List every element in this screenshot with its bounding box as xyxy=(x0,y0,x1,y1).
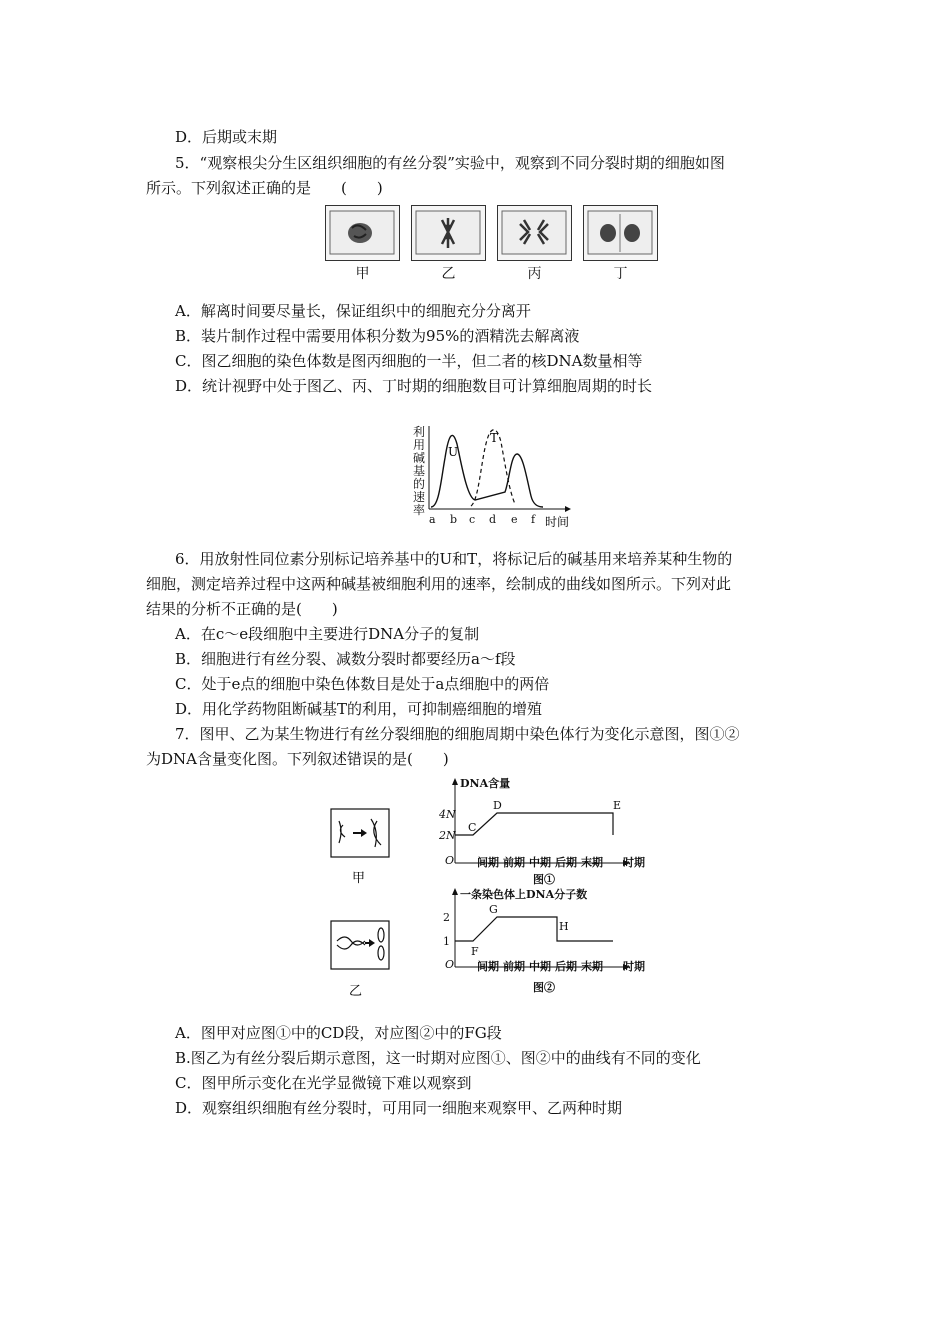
q5-option-b: B．装片制作过程中需要用体积分数为95%的酒精洗去解离液 xyxy=(175,327,580,345)
q6-stem-line3: 结果的分析不正确的是( ) xyxy=(146,600,338,618)
cell-label-yi: 乙 xyxy=(441,266,456,282)
yi-label: 乙 xyxy=(349,984,363,999)
g1-y4: 4N xyxy=(439,808,456,821)
g2-caption: 图② xyxy=(533,981,555,994)
g1-point-e: E xyxy=(613,799,622,812)
q7-option-c: C．图甲所示变化在光学显微镜下难以观察到 xyxy=(175,1074,472,1092)
xtick: b xyxy=(450,513,458,526)
g2-point-f: F xyxy=(471,945,479,958)
q5-option-c: C．图乙细胞的染色体数是图丙细胞的一半，但二者的核DNA数量相等 xyxy=(175,352,643,370)
graph-2 xyxy=(443,887,645,994)
g1-xtick: 前期 xyxy=(503,856,525,869)
xtick: f xyxy=(531,513,536,526)
g1-xtick: 中期 xyxy=(529,856,551,869)
g2-y1: 1 xyxy=(443,935,450,948)
cell-image-ding xyxy=(583,205,658,261)
ylabel-char: 碱 xyxy=(413,451,426,465)
q7-option-d: D．观察组织细胞有丝分裂时，可用同一细胞来观察甲、乙两种时期 xyxy=(175,1099,623,1117)
q4-option-d: D．后期或末期 xyxy=(175,128,278,146)
g2-y2: 2 xyxy=(443,911,450,924)
q6-option-c: C．处于e点的细胞中染色体数目是处于a点细胞中的两倍 xyxy=(175,675,550,693)
curve-t-label: T xyxy=(490,431,499,445)
g2-xtick: 末期 xyxy=(581,960,603,973)
cell-image-jia xyxy=(325,205,400,261)
q6-stem-line2: 细胞，测定培养过程中这两种碱基被细胞利用的速率，绘制成的曲线如图所示。下列对此 xyxy=(146,575,732,593)
ylabel-char: 基 xyxy=(413,464,426,478)
q7-option-b: B.图乙为有丝分裂后期示意图，这一时期对应图①、图②中的曲线有不同的变化 xyxy=(175,1049,701,1067)
xtick: c xyxy=(469,513,476,526)
g1-origin: O xyxy=(445,854,455,867)
g1-xtick: 后期 xyxy=(555,856,577,869)
g1-point-c: C xyxy=(468,821,477,834)
q7-stem-line2: 为DNA含量变化图。下列叙述错误的是( ) xyxy=(146,750,449,768)
cell-image-bing xyxy=(497,205,572,261)
g1-caption: 图① xyxy=(533,873,555,886)
q6-option-a: A．在c～e段细胞中主要进行DNA分子的复制 xyxy=(175,625,480,643)
q5-cell-figure xyxy=(325,205,660,263)
g2-origin: O xyxy=(445,958,455,971)
g2-point-g: G xyxy=(489,903,498,916)
g2-xtick: 后期 xyxy=(555,960,577,973)
q7-option-a: A．图甲对应图①中的CD段，对应图②中的FG段 xyxy=(175,1024,502,1042)
g2-ylabel: 一条染色体上DNA分子数 xyxy=(460,888,588,901)
q5-stem-line2: 所示。下列叙述正确的是 ( ) xyxy=(146,179,383,197)
g2-xlabel: 时期 xyxy=(623,960,645,973)
q6-chart xyxy=(405,420,580,535)
cell-image-yi xyxy=(411,205,486,261)
g1-point-d: D xyxy=(493,799,502,812)
curve-u-label: U xyxy=(448,445,459,459)
q5-option-d: D．统计视野中处于图乙、丙、丁时期的细胞数目可计算细胞周期的时长 xyxy=(175,377,653,395)
q6-option-b: B．细胞进行有丝分裂、减数分裂时都要经历a～f段 xyxy=(175,650,516,668)
cell-label-bing: 丙 xyxy=(527,266,542,282)
cell-label-ding: 丁 xyxy=(613,266,628,282)
g1-xlabel: 时期 xyxy=(623,856,645,869)
q5-option-a: A．解离时间要尽量长，保证组织中的细胞充分分离开 xyxy=(175,302,531,320)
ylabel-char: 利 xyxy=(413,425,426,439)
g1-xtick: 间期 xyxy=(477,856,499,869)
jia-label: 甲 xyxy=(352,871,366,886)
x-axis-label: 时间 xyxy=(545,515,570,529)
xtick: e xyxy=(511,513,518,526)
xtick: a xyxy=(429,513,436,526)
q5-stem-line1: 5．“观察根尖分生区组织细胞的有丝分裂”实验中，观察到不同分裂时期的细胞如图 xyxy=(175,154,725,172)
ylabel-char: 率 xyxy=(413,503,426,517)
q7-figure xyxy=(325,775,675,1010)
g2-xtick: 前期 xyxy=(503,960,525,973)
q6-option-d: D．用化学药物阻断碱基T的利用，可抑制癌细胞的增殖 xyxy=(175,700,543,718)
q6-stem-line1: 6．用放射性同位素分别标记培养基中的U和T，将标记后的碱基用来培养某种生物的 xyxy=(175,550,733,568)
g1-xtick: 末期 xyxy=(581,856,603,869)
x-axis-arrow xyxy=(565,506,571,512)
q7-stem-line1: 7．图甲、乙为某生物进行有丝分裂细胞的细胞周期中染色体行为变化示意图，图①② xyxy=(175,725,740,743)
xtick: d xyxy=(489,513,497,526)
g1-y2: 2N xyxy=(439,829,456,842)
g2-curve xyxy=(455,917,613,941)
graph-1 xyxy=(438,776,645,886)
g2-xtick: 中期 xyxy=(529,960,551,973)
ylabel-char: 速 xyxy=(413,490,426,504)
cell-label-jia: 甲 xyxy=(355,266,370,282)
g1-ylabel: DNA含量 xyxy=(460,777,511,790)
ylabel-char: 用 xyxy=(413,438,426,452)
ylabel-char: 的 xyxy=(413,477,426,491)
g1-curve xyxy=(455,813,613,835)
g2-point-h: H xyxy=(559,920,569,933)
g2-xtick: 间期 xyxy=(477,960,499,973)
